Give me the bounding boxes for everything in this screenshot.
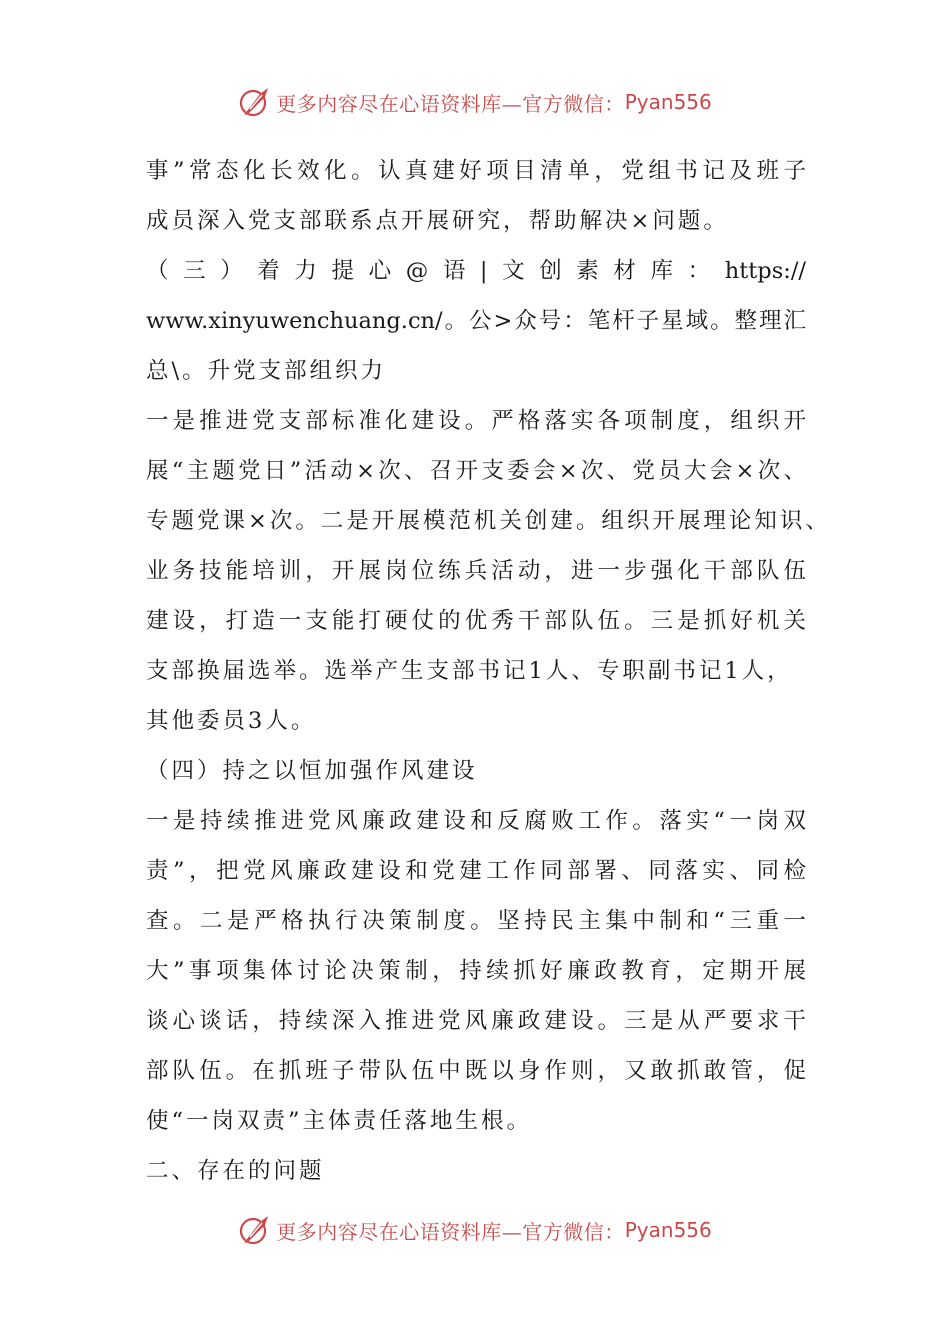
- document-body: [146, 146, 831, 1196]
- watermark-footer: [0, 1210, 950, 1250]
- paragraph-line: 责”，把党风廉政建设和党建工作同部署、同落实、同检: [146, 858, 806, 884]
- paragraph-line: 业务技能培训，开展岗位练兵活动，进一步强化干部队伍: [146, 558, 806, 584]
- paragraph-line: 一是持续推进党风廉政建设和反腐败工作。落实“一岗双: [146, 808, 806, 834]
- paragraph-line: 查。二是严格执行决策制度。坚持民主集中制和“三重一: [146, 908, 806, 934]
- quill-logo-icon: [238, 85, 272, 119]
- paragraph-line: 专题党课×次。二是开展模范机关创建。组织开展理论知识、: [146, 508, 831, 534]
- paragraph-line: 成员深入党支部联系点开展研究，帮助解决×问题。: [146, 208, 729, 234]
- section-heading-line: （三）着力提心@语|文创素材库：https://: [146, 258, 806, 284]
- paragraph-line: 事”常态化长效化。认真建好项目清单，党组书记及班子: [146, 158, 806, 184]
- paragraph-line: 谈心谈话，持续深入推进党风廉政建设。三是从严要求干: [146, 1008, 806, 1034]
- watermark-text: 更多内容尽在心语资料库—官方微信：: [276, 91, 625, 116]
- quill-logo-icon: [238, 1213, 272, 1247]
- paragraph-line: 总\。升党支部组织力: [146, 358, 387, 384]
- watermark-wechat-id: Pyan556: [624, 90, 712, 114]
- chapter-heading: 二、存在的问题: [146, 1158, 325, 1184]
- watermark-wechat-id: Pyan556: [624, 1218, 712, 1242]
- paragraph-line: 其他委员3人。: [146, 708, 317, 734]
- watermark-text: 更多内容尽在心语资料库—官方微信：: [276, 1219, 625, 1244]
- watermark-header: [0, 82, 950, 122]
- paragraph-line: 使“一岗双责”主体责任落地生根。: [146, 1108, 533, 1134]
- paragraph-line: 部队伍。在抓班子带队伍中既以身作则，又敢抓敢管，促: [146, 1058, 806, 1084]
- paragraph-line: www.xinyuwenchuang.cn/。公>众号：笔杆子星域。整理汇: [146, 308, 806, 334]
- paragraph-line: 支部换届选举。选举产生支部书记1人、专职副书记1人，: [146, 658, 793, 684]
- section-heading: （四）持之以恒加强作风建设: [146, 758, 478, 784]
- paragraph-line: 展“主题党日”活动×次、召开支委会×次、党员大会×次、: [146, 458, 806, 484]
- paragraph-line: 一是推进党支部标准化建设。严格落实各项制度，组织开: [146, 408, 806, 434]
- paragraph-line: 建设，打造一支能打硬仗的优秀干部队伍。三是抓好机关: [146, 608, 806, 634]
- paragraph-line: 大”事项集体讨论决策制，持续抓好廉政教育，定期开展: [146, 958, 806, 984]
